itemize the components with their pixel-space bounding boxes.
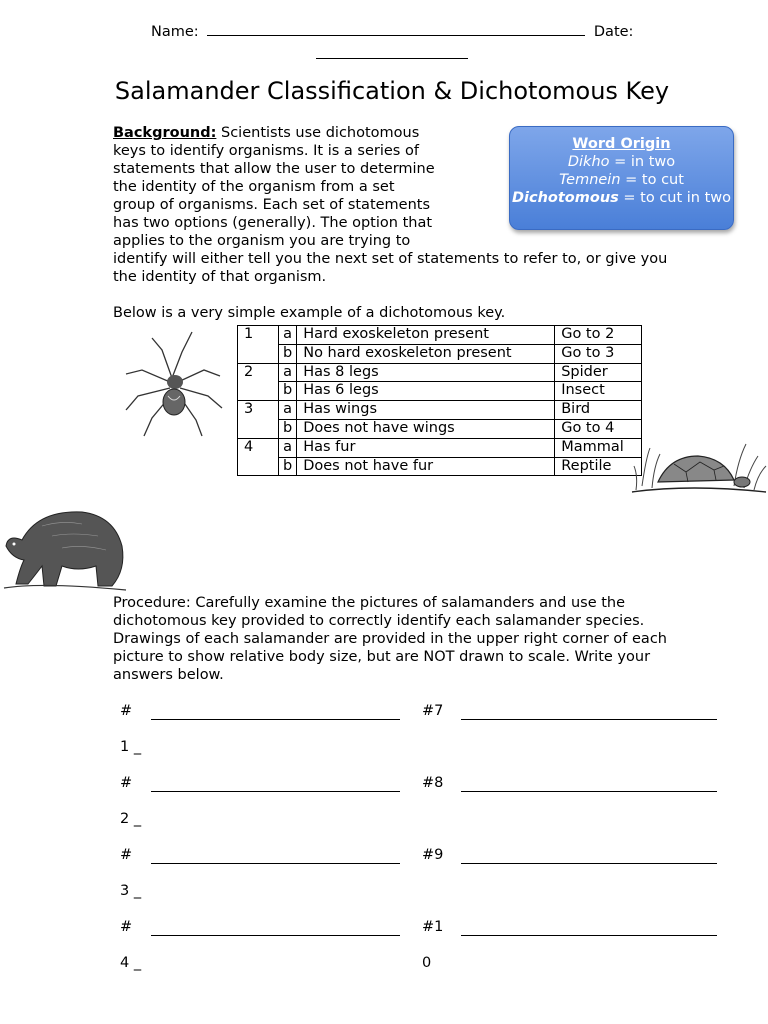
key-description: Has 8 legs	[297, 363, 555, 382]
key-row	[238, 344, 642, 363]
def-dichotomous: = to cut in two	[618, 190, 732, 206]
key-description: Has fur	[297, 438, 555, 457]
term-dichotomous: Dichotomous	[511, 190, 619, 206]
name-field[interactable]	[207, 22, 585, 36]
key-description: No hard exoskeleton present	[297, 344, 555, 363]
key-result: Go to 4	[555, 419, 642, 438]
answer-label-right: #8	[422, 775, 444, 791]
example-intro: Below is a very simple example of a dichotomous key.	[113, 305, 506, 321]
dichotomous-key-table	[237, 325, 642, 476]
answer-blank-right[interactable]	[461, 777, 717, 792]
key-row	[238, 363, 642, 382]
key-option-letter: b	[279, 344, 297, 363]
key-row	[238, 401, 642, 420]
key-step-number: 4	[238, 438, 279, 476]
def-dikho: = in two	[609, 154, 676, 170]
term-temnein: Temnein	[559, 172, 621, 188]
answer-blank-right[interactable]	[461, 921, 717, 936]
answer-label-right: #9	[422, 847, 444, 863]
name-label: Name:	[151, 24, 199, 40]
key-option-letter: a	[279, 363, 297, 382]
key-option-letter: b	[279, 382, 297, 401]
key-step-number: 3	[238, 401, 279, 439]
key-description: Hard exoskeleton present	[297, 326, 555, 345]
answer-suffix-right: 0	[422, 955, 432, 971]
procedure-paragraph: Procedure: Carefully examine the pictures of salamanders and use the dichotomous key provided to correctly identify each salamander species. Drawings of each salamander are provided in the upper right corner of each picture to show relative body size, but are NOT drawn to scale. Write your answers below.	[113, 595, 667, 683]
date-label: Date:	[593, 24, 634, 40]
key-description: Does not have fur	[297, 457, 555, 476]
key-option-letter: a	[279, 438, 297, 457]
key-result: Go to 2	[555, 326, 642, 345]
answer-blank-right[interactable]	[461, 849, 717, 864]
key-option-letter: b	[279, 419, 297, 438]
answer-suffix-left: 1 _	[120, 739, 142, 755]
word-origin-line-3	[510, 189, 733, 207]
background-heading: Background:	[113, 125, 217, 141]
key-description: Has wings	[297, 401, 555, 420]
key-row	[238, 382, 642, 401]
key-result: Bird	[555, 401, 642, 420]
key-row	[238, 457, 642, 476]
answer-suffix-left: 3 _	[120, 883, 142, 899]
answer-label-right: #7	[422, 703, 444, 719]
key-result: Reptile	[555, 457, 642, 476]
key-row	[238, 419, 642, 438]
answer-label-left: #	[120, 703, 133, 719]
key-row	[238, 438, 642, 457]
key-option-letter: b	[279, 457, 297, 476]
answer-blank-right[interactable]	[461, 705, 717, 720]
key-description: Does not have wings	[297, 419, 555, 438]
answer-label-left: #	[120, 919, 133, 935]
key-row	[238, 326, 642, 345]
answer-label-left: #	[120, 847, 133, 863]
key-step-number: 2	[238, 363, 279, 401]
word-origin-line-1	[510, 153, 733, 171]
bear-illustration	[2, 500, 128, 594]
answer-suffix-left: 4 _	[120, 955, 142, 971]
word-origin-title: Word Origin	[572, 136, 671, 152]
date-field[interactable]	[316, 44, 468, 59]
answer-blank-left[interactable]	[151, 921, 400, 936]
word-origin-box	[509, 126, 734, 230]
def-temnein: = to cut	[620, 172, 684, 188]
answer-suffix-left: 2 _	[120, 811, 142, 827]
key-step-number: 1	[238, 326, 279, 364]
word-origin-line-2	[510, 171, 733, 189]
term-dikho: Dikho	[567, 154, 610, 170]
answer-blank-left[interactable]	[151, 777, 400, 792]
key-result: Go to 3	[555, 344, 642, 363]
answer-label-right: #1	[422, 919, 444, 935]
answer-blank-left[interactable]	[151, 849, 400, 864]
key-option-letter: a	[279, 401, 297, 420]
key-description: Has 6 legs	[297, 382, 555, 401]
answer-label-left: #	[120, 775, 133, 791]
spider-illustration	[122, 330, 226, 438]
background-text: Scientists use dichotomous keys to identify organisms. It is a series of statements that allow the user to determine the identity of the organism from a set group of organisms. Each set of statements has two options (generally). The option that applies to the organism you are trying to identify will either tell you the next set of statements to refer to, or give you the identity of that organism.	[113, 125, 668, 285]
key-result: Mammal	[555, 438, 642, 457]
answer-blank-left[interactable]	[151, 705, 400, 720]
turtle-illustration	[630, 438, 768, 498]
key-option-letter: a	[279, 326, 297, 345]
key-result: Insect	[555, 382, 642, 401]
page-title: Salamander Classification & Dichotomous Key	[114, 77, 670, 105]
name-date-line	[151, 22, 633, 41]
key-result: Spider	[555, 363, 642, 382]
